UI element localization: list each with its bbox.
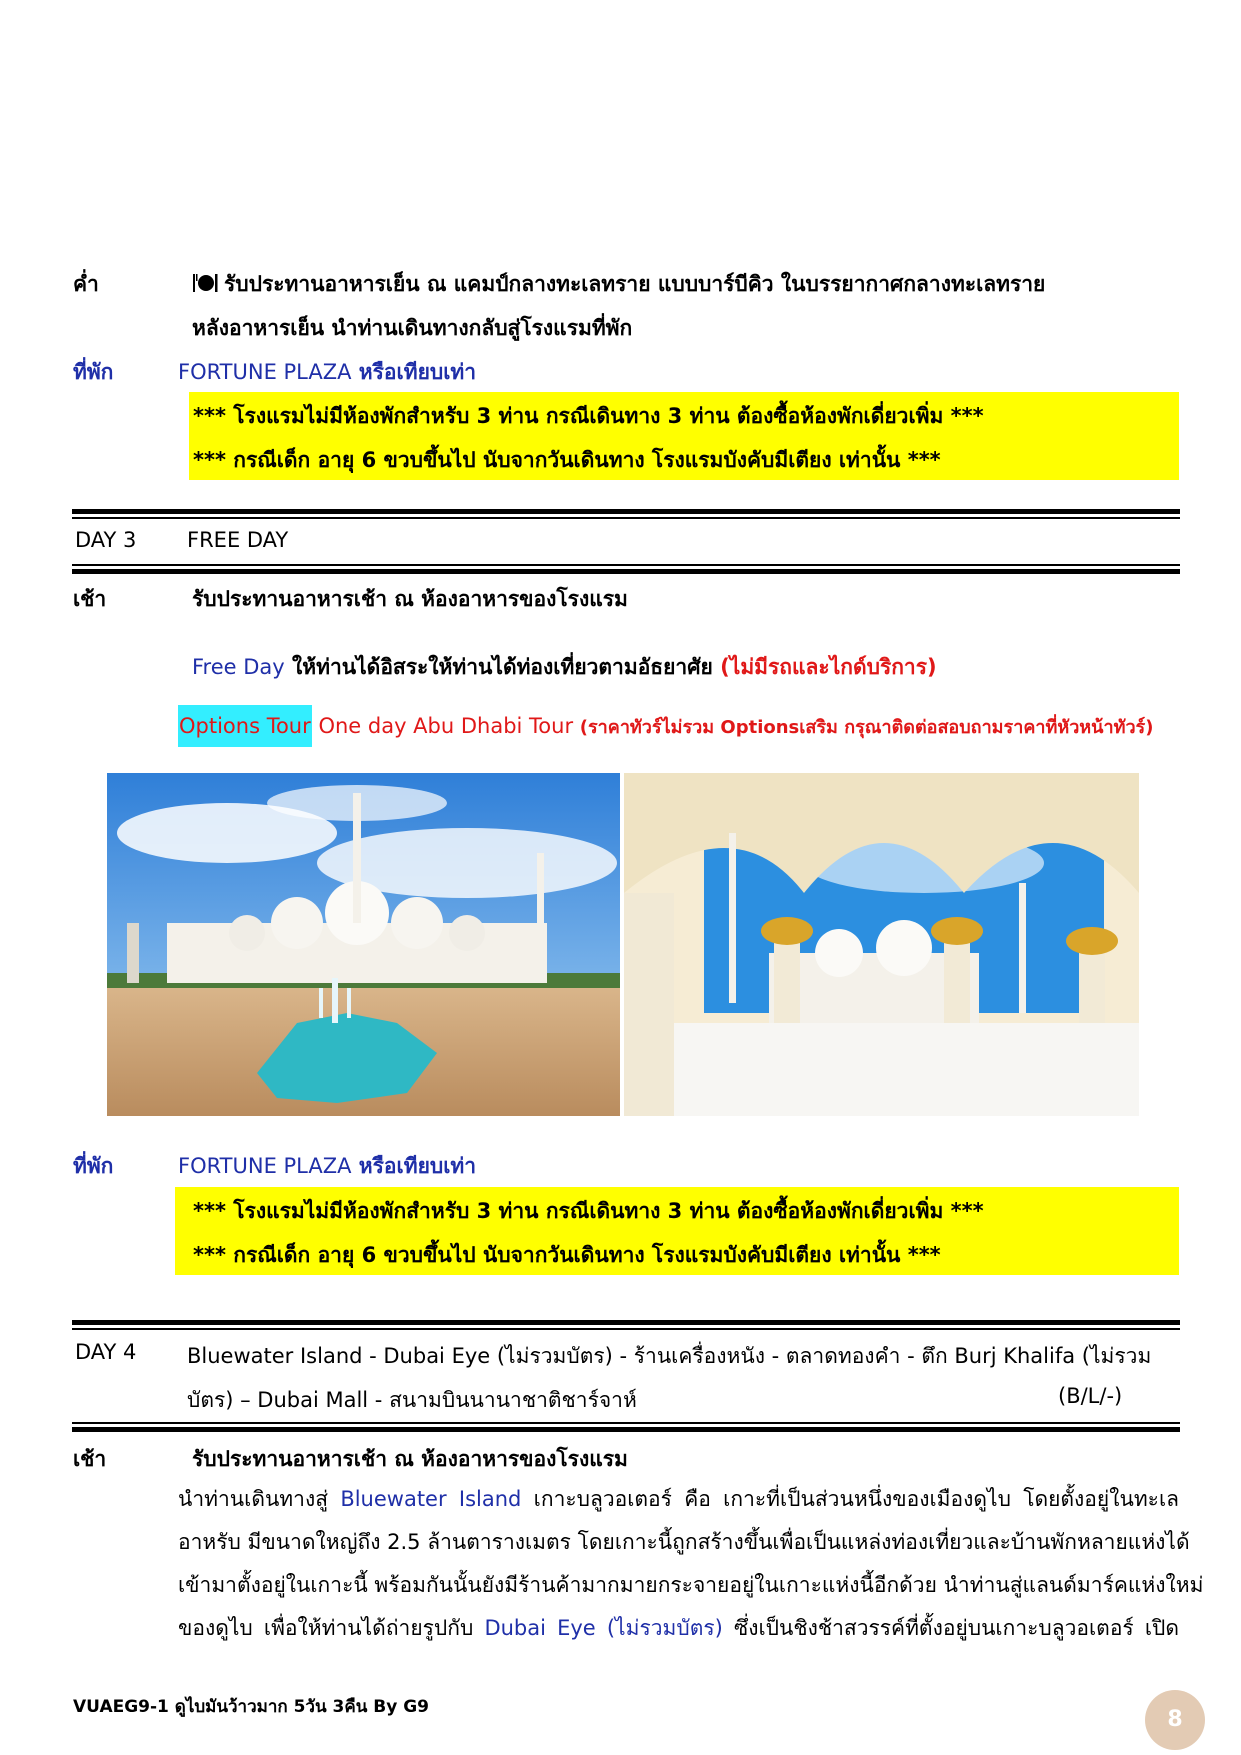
- day4-meals: (B/L/-): [1058, 1384, 1123, 1408]
- day4-para-line-2: อาหรับ มีขนาดใหญ่ถึง 2.5 ล้านตารางเมตร โดยเกาะนี้ถูกสร้างขึ้นเพื่อเป็นแหล่งท่องเที่ยวและบ้านพักหลายแห่งได้: [178, 1530, 1190, 1554]
- day4-para-line-4: ของดูไบ เพื่อให้ท่านได้ถ่ายรูปกับ Dubai Eye (ไม่รวมบัตร) ซึ่งเป็นชิงช้าสวรรค์ที่ตั้งอยู่บนเกาะบลูวอเตอร์ เปิด: [178, 1616, 1179, 1640]
- mosque-photo-arches: [624, 773, 1139, 1116]
- day3-breakfast-label: เช้า: [73, 587, 107, 611]
- day4-breakfast-label: เช้า: [73, 1447, 107, 1471]
- hotel-notice-1b: *** กรณีเด็ก อายุ 6 ขวบขึ้นไป นับจากวันเดินทาง โรงแรมบังคับมีเตียง เท่านั้น ***: [193, 448, 941, 472]
- mosque-photo-fountain: [107, 773, 620, 1116]
- hotel-name-1: FORTUNE PLAZA: [178, 360, 352, 384]
- divider-day3-bottom-thin: [72, 564, 1180, 566]
- dinner-text-1: รับประทานอาหารเย็น ณ แคมป์กลางทะเลทราย แบบบาร์บีคิว ในบรรยากาศกลางทะเลทราย: [224, 272, 1046, 296]
- hotel-notice-box-2: [175, 1187, 1179, 1275]
- stay-hotel-2: [178, 1150, 476, 1183]
- day3-title: FREE DAY: [187, 528, 289, 552]
- divider-day4-bottom-thin: [72, 1422, 1180, 1424]
- hotel-notice-1a: *** โรงแรมไม่มีห้องพักสำหรับ 3 ท่าน กรณีเดินทาง 3 ท่าน ต้องซื้อห้องพักเดี่ยวเพิ่ม ***: [193, 404, 984, 428]
- hotel-notice-2b: *** กรณีเด็ก อายุ 6 ขวบขึ้นไป นับจากวันเดินทาง โรงแรมบังคับมีเตียง เท่านั้น ***: [193, 1243, 941, 1267]
- hotel-notice-box-1: [189, 392, 1179, 480]
- divider-day3-top-thin: [72, 517, 1180, 519]
- stay-label-2: ที่พัก: [73, 1154, 114, 1178]
- bluewater-island-link: Bluewater Island: [340, 1487, 522, 1511]
- options-tour-name: One day Abu Dhabi Tour: [311, 714, 580, 738]
- day4-label: DAY 4: [75, 1340, 137, 1364]
- page-number-badge: 8: [1145, 1690, 1205, 1750]
- dinner-label: ค่ำ: [73, 272, 99, 296]
- day4-para-line-1: นำท่านเดินทางสู่ Bluewater Island เกาะบลูวอเตอร์ คือ เกาะที่เป็นส่วนหนึ่งของเมืองดูไบ โดยตั้งอยู่ในทะเล: [178, 1487, 1179, 1511]
- hotel-suffix-2: หรือเทียบเท่า: [351, 1154, 477, 1178]
- free-day-note: (ไม่มีรถและไกด์บริการ): [720, 655, 937, 679]
- day4-description: [178, 1478, 1204, 1650]
- options-tour-note: (ราคาทัวร์ไม่รวม Optionsเสริม กรุณาติดต่อสอบถามราคาที่หัวหน้าทัวร์): [579, 717, 1154, 738]
- footer-tour-code: VUAEG9-1 ดูไบมันว้าวมาก 5วัน 3คืน By G9: [73, 1697, 429, 1717]
- hotel-suffix-1: หรือเทียบเท่า: [351, 360, 477, 384]
- divider-day3-bottom: [72, 569, 1180, 574]
- stay-hotel-1: [178, 356, 476, 389]
- dubai-eye-link: Dubai Eye (ไม่รวมบัตร): [484, 1616, 723, 1640]
- free-day-line: [192, 651, 937, 684]
- divider-day4-top: [72, 1320, 1180, 1325]
- options-tour-label: Options Tour: [178, 705, 312, 747]
- hotel-notice-2a: *** โรงแรมไม่มีห้องพักสำหรับ 3 ท่าน กรณีเดินทาง 3 ท่าน ต้องซื้อห้องพักเดี่ยวเพิ่ม ***: [193, 1199, 984, 1223]
- dinner-line-2: หลังอาหารเย็น นำท่านเดินทางกลับสู่โรงแรมที่พัก: [192, 316, 633, 340]
- stay-label-1: ที่พัก: [73, 360, 114, 384]
- day4-title-line-1: Bluewater Island - Dubai Eye (ไม่รวมบัตร) - ร้านเครื่องหนัง - ตลาดทองคำ - ตึก Burj Khalifa (ไม่รวม: [187, 1344, 1152, 1368]
- day3-breakfast: รับประทานอาหารเช้า ณ ห้องอาหารของโรงแรม: [192, 587, 628, 611]
- day3-label: DAY 3: [75, 528, 137, 552]
- dinner-line-1: [192, 268, 1045, 301]
- divider-day4-top-thin: [72, 1328, 1180, 1330]
- day4-para-line-3: เข้ามาตั้งอยู่ในเกาะนี้ พร้อมกันนั้นยังมีร้านค้ามากมายกระจายอยู่ในเกาะแห่งนี้อีกด้วย นำท่านสู่แลนด์มาร์คแห่งใหม่: [178, 1573, 1204, 1597]
- free-day-term: Free Day: [192, 655, 285, 679]
- free-day-text: ให้ท่านได้อิสระให้ท่านได้ท่องเที่ยวตามอัธยาศัย: [284, 655, 721, 679]
- day4-title-line-2: บัตร) – Dubai Mall - สนามบินนานาชาติชาร์จาห์: [187, 1388, 637, 1412]
- divider-day3-top: [72, 509, 1180, 514]
- dining-plate-icon: [192, 272, 218, 294]
- divider-day4-bottom: [72, 1427, 1180, 1432]
- options-tour-line: [178, 712, 1153, 741]
- hotel-name-2: FORTUNE PLAZA: [178, 1154, 352, 1178]
- day4-breakfast: รับประทานอาหารเช้า ณ ห้องอาหารของโรงแรม: [192, 1447, 628, 1471]
